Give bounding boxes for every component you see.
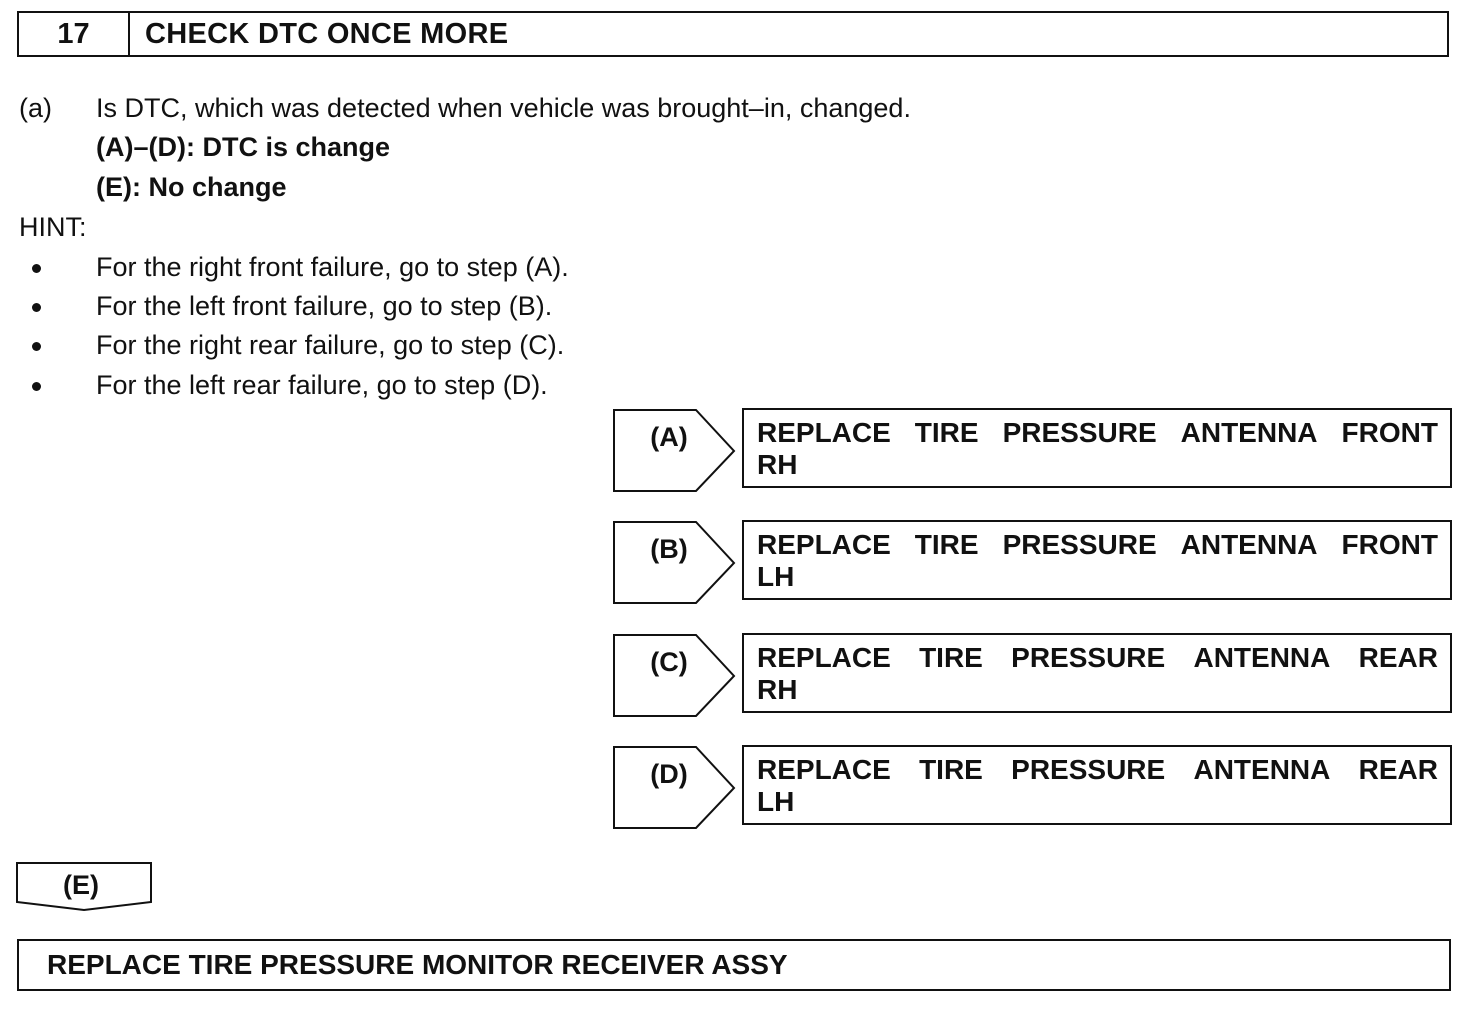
hint-item: For the left rear failure, go to step (D). xyxy=(96,370,548,400)
branch-c-word: PRESSURE xyxy=(1011,642,1166,673)
step-number: 17 xyxy=(57,17,90,50)
branch-tag-c: (C) xyxy=(650,647,688,677)
branch-c-word: ANTENNA xyxy=(1193,642,1331,673)
final-action-box xyxy=(17,939,1451,991)
branch-tag-b: (B) xyxy=(650,534,688,564)
result-change-label: (A)–(D): DTC is change xyxy=(96,132,391,162)
branch-b-line2: LH xyxy=(757,561,795,592)
bullet-icon xyxy=(32,264,41,273)
branch-b-action-box xyxy=(742,520,1452,600)
branch-c-action-box xyxy=(742,633,1452,713)
bullet-icon xyxy=(32,342,41,351)
question-marker: (a) xyxy=(19,93,52,123)
branch-d-word: PRESSURE xyxy=(1011,754,1166,785)
branch-c-word: REPLACE xyxy=(757,642,891,673)
branch-c-word: REAR xyxy=(1358,642,1438,673)
branch-b-word: FRONT xyxy=(1341,529,1438,560)
branch-a-word: REPLACE xyxy=(757,417,891,448)
branch-d-word: TIRE xyxy=(919,754,983,785)
branch-d-word: ANTENNA xyxy=(1193,754,1331,785)
branch-b-word: ANTENNA xyxy=(1180,529,1318,560)
header-divider xyxy=(128,11,130,57)
branch-tag-d: (D) xyxy=(650,759,688,789)
branch-b-word: TIRE xyxy=(914,529,979,560)
branch-c-word: TIRE xyxy=(919,642,983,673)
branch-a-line2: RH xyxy=(757,449,798,480)
branch-tag-a: (A) xyxy=(650,422,688,452)
branch-b-word: PRESSURE xyxy=(1002,529,1157,560)
branch-c-line2: RH xyxy=(757,674,798,705)
branch-d-action-box xyxy=(742,745,1452,825)
hint-label: HINT: xyxy=(19,212,87,242)
question-text: Is DTC, which was detected when vehicle was brought–in, changed. xyxy=(96,93,911,123)
final-action-text: REPLACE TIRE PRESSURE MONITOR RECEIVER ASSY xyxy=(47,949,788,980)
result-no-change-label: (E): No change xyxy=(96,172,287,202)
branch-b-word: REPLACE xyxy=(757,529,891,560)
branch-a-word: TIRE xyxy=(914,417,979,448)
branch-d-line2: LH xyxy=(757,786,795,817)
branch-a-word: FRONT xyxy=(1341,417,1438,448)
bullet-icon xyxy=(32,382,41,391)
step-title: CHECK DTC ONCE MORE xyxy=(145,17,509,50)
branch-tag-e: (E) xyxy=(63,870,99,900)
hint-item: For the right front failure, go to step (A). xyxy=(96,252,569,282)
branch-d-word: REPLACE xyxy=(757,754,891,785)
bullet-icon xyxy=(32,303,41,312)
branch-a-action-box xyxy=(742,408,1452,488)
hint-item: For the right rear failure, go to step (C). xyxy=(96,330,565,360)
branch-d-word: REAR xyxy=(1358,754,1438,785)
branch-a-word: ANTENNA xyxy=(1180,417,1318,448)
branch-a-word: PRESSURE xyxy=(1002,417,1157,448)
hint-item: For the left front failure, go to step (B). xyxy=(96,291,553,321)
